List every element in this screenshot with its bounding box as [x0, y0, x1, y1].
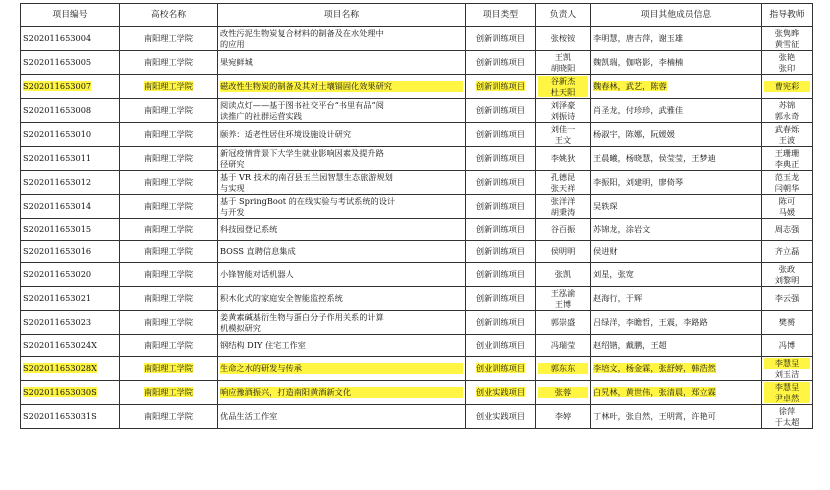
cell-project-type: [466, 311, 536, 335]
leader-name: 张洋洋: [550, 196, 576, 206]
project-name-line: 机模拟研究: [220, 322, 261, 333]
cell-leader: [536, 335, 591, 357]
cell-members: [591, 335, 762, 357]
school-text: 南阳理工学院: [143, 340, 194, 351]
cell-school: [120, 75, 218, 99]
cell-advisor: [762, 335, 813, 357]
cell-project-name: [218, 219, 466, 241]
project-type-text: 创新训练项目: [475, 129, 526, 140]
leader-name: 郭崇盛: [550, 317, 576, 328]
cell-leader: [536, 381, 591, 405]
project-name-line: 钢结构 DIY 住宅工作室: [220, 340, 306, 351]
cell-project-name: [218, 195, 466, 219]
cell-members: [591, 287, 762, 311]
table-row: [21, 311, 813, 335]
members-text: 杨淑宇，陈娜，阮媛媛: [593, 129, 675, 140]
cell-members: [591, 241, 762, 263]
cell-school: [120, 195, 218, 219]
cell-project-id: [21, 241, 120, 263]
school-text: 南阳理工学院: [143, 293, 194, 304]
cell-project-id: [21, 123, 120, 147]
project-id-text: S202011653023: [23, 317, 92, 328]
advisor-name: 周志强: [774, 224, 800, 235]
project-name-line: 积木化式的家庭安全智能监控系统: [220, 293, 343, 304]
project-type-text: 创新训练项目: [475, 81, 526, 92]
project-name-line: 小锋智能对话机器人: [220, 269, 294, 280]
cell-leader: [536, 27, 591, 51]
leader-name: 张蓉: [538, 387, 588, 398]
members-text: 苏锦龙，涂岩文: [593, 224, 651, 235]
members-text: 吕绿洋，李瞻哲，王震，李路路: [593, 317, 708, 328]
table-row: [21, 123, 813, 147]
advisor-name: 张隽晔: [774, 28, 800, 38]
members-text: 魏春林，武艺，陈蓉: [593, 81, 667, 92]
project-name-line: 响应豫酒振兴，打造南阳黄酒新文化: [220, 387, 463, 398]
cell-leader: [536, 99, 591, 123]
members-text: 魏凯瑞，伽咯影，李楠楠: [593, 57, 684, 68]
cell-members: [591, 405, 762, 429]
cell-school: [120, 381, 218, 405]
header-school: 高校名称: [120, 4, 218, 27]
project-name-line: 颐养：适老性居住环境设施设计研究: [220, 129, 352, 140]
cell-project-name: [218, 123, 466, 147]
cell-project-type: [466, 287, 536, 311]
cell-project-name: [218, 51, 466, 75]
cell-advisor: [762, 51, 813, 75]
school-text: 南阳理工学院: [143, 411, 194, 422]
advisor-name: 于太超: [774, 416, 800, 427]
advisor-name: 尹卓然: [764, 393, 810, 404]
cell-project-id: [21, 147, 120, 171]
school-text: 南阳理工学院: [143, 224, 194, 235]
advisor-name: 张艳: [778, 52, 796, 62]
leader-name: 谷百振: [550, 224, 576, 235]
cell-project-name: [218, 171, 466, 195]
cell-members: [591, 195, 762, 219]
cell-advisor: [762, 171, 813, 195]
leader-name: 张天祥: [550, 182, 576, 193]
members-text: 刘星，张宽: [593, 269, 634, 280]
cell-members: [591, 51, 762, 75]
cell-project-type: [466, 405, 536, 429]
cell-project-id: [21, 357, 120, 381]
project-name-line: 新冠疫情背景下大学生就业影响因素及提升路: [220, 148, 384, 158]
cell-members: [591, 171, 762, 195]
cell-leader: [536, 287, 591, 311]
cell-advisor: [762, 27, 813, 51]
cell-leader: [536, 219, 591, 241]
project-name-line: 径研究: [220, 158, 245, 169]
cell-advisor: [762, 195, 813, 219]
advisor-name: 张政: [778, 264, 796, 274]
cell-advisor: [762, 381, 813, 405]
cell-project-name: [218, 287, 466, 311]
cell-project-id: [21, 195, 120, 219]
project-type-text: 创新训练项目: [475, 224, 526, 235]
project-type-text: 创业训练项目: [475, 340, 526, 351]
table-row: [21, 241, 813, 263]
members-text: 李明慧，唐吉萍，谢玉雄: [593, 33, 684, 44]
project-type-text: 创新训练项目: [475, 317, 526, 328]
project-type-text: 创新训练项目: [475, 33, 526, 44]
school-text: 南阳理工学院: [143, 129, 194, 140]
leader-name: 王文: [554, 134, 572, 145]
cell-members: [591, 381, 762, 405]
project-name-line: 改性污泥生物炭复合材料的制备及在水处理中: [220, 28, 384, 38]
leader-name: 刘泽豪: [550, 100, 576, 110]
project-name-line: 生命之水的研发与传承: [220, 363, 463, 374]
leader-name: 李婷: [554, 411, 572, 422]
cell-members: [591, 147, 762, 171]
project-id-text: S202011653015: [23, 224, 92, 235]
cell-leader: [536, 195, 591, 219]
project-type-text: 创新训练项目: [475, 177, 526, 188]
members-text: 丁林叶，张自然，王明霄，许艳可: [593, 411, 716, 422]
cell-project-name: [218, 405, 466, 429]
cell-members: [591, 75, 762, 99]
cell-leader: [536, 75, 591, 99]
project-name-line: 与实现: [220, 182, 245, 193]
cell-leader: [536, 311, 591, 335]
cell-school: [120, 147, 218, 171]
project-type-text: 创新训练项目: [475, 246, 526, 257]
project-name-line: 基于 VR 技术的南召县玉兰园智慧生态旅游规划: [220, 172, 393, 182]
cell-project-name: [218, 75, 466, 99]
cell-project-type: [466, 171, 536, 195]
cell-advisor: [762, 405, 813, 429]
project-type-text: 创新训练项目: [475, 105, 526, 116]
cell-project-id: [21, 311, 120, 335]
advisor-name: 王珊珊: [774, 148, 800, 158]
table-row: [21, 147, 813, 171]
advisor-name: 马媛: [778, 206, 796, 217]
cell-advisor: [762, 357, 813, 381]
cell-project-id: [21, 287, 120, 311]
leader-name: 胡秉涛: [550, 206, 576, 217]
header-project-type: 项目类型: [466, 4, 536, 27]
cell-project-name: [218, 381, 466, 405]
table-row: [21, 335, 813, 357]
cell-advisor: [762, 99, 813, 123]
cell-school: [120, 27, 218, 51]
header-project-name: 项目名称: [218, 4, 466, 27]
cell-members: [591, 311, 762, 335]
table-body: [21, 27, 813, 429]
cell-project-id: [21, 75, 120, 99]
leader-name: 刘佳一: [550, 124, 576, 134]
table-row: [21, 219, 813, 241]
leader-name: 杜天阳: [538, 87, 588, 98]
cell-leader: [536, 405, 591, 429]
advisor-name: 武春烁: [774, 124, 800, 134]
cell-project-type: [466, 219, 536, 241]
cell-members: [591, 357, 762, 381]
school-text: 南阳理工学院: [143, 387, 194, 398]
advisor-name: 苏锦: [778, 100, 796, 110]
cell-project-id: [21, 171, 120, 195]
leader-name: 谷新杰: [538, 76, 588, 87]
cell-project-name: [218, 27, 466, 51]
project-name-line: 读推广的社群运营实践: [220, 110, 302, 121]
cell-advisor: [762, 219, 813, 241]
cell-project-name: [218, 147, 466, 171]
cell-project-type: [466, 241, 536, 263]
header-project-id: 项目编号: [21, 4, 120, 27]
cell-project-type: [466, 27, 536, 51]
table-row: [21, 171, 813, 195]
project-type-text: 创新训练项目: [475, 153, 526, 164]
table-row: [21, 51, 813, 75]
cell-project-id: [21, 51, 120, 75]
leader-name: 胡晓阳: [550, 62, 576, 73]
cell-school: [120, 123, 218, 147]
table-row: [21, 27, 813, 51]
project-id-text: S202011653020: [23, 269, 92, 280]
project-id-text: S202011653024X: [23, 340, 97, 351]
advisor-name: 樊赟: [778, 317, 796, 328]
cell-school: [120, 51, 218, 75]
cell-school: [120, 287, 218, 311]
leader-name: 王凯: [554, 52, 572, 62]
project-name-line: 阅读点灯——基于图书社交平台“书里有品”阅: [220, 100, 384, 110]
project-name-line: 姜黄素碱基衍生物与蛋白分子作用关系的计算: [220, 312, 384, 322]
project-type-text: 创新训练项目: [475, 269, 526, 280]
cell-project-type: [466, 195, 536, 219]
school-text: 南阳理工学院: [143, 317, 194, 328]
advisor-name: 张印: [778, 62, 796, 73]
cell-project-type: [466, 123, 536, 147]
table-header-row: [21, 4, 813, 27]
cell-advisor: [762, 123, 813, 147]
projects-table: [20, 3, 813, 429]
project-type-text: 创新训练项目: [475, 201, 526, 212]
leader-name: 张桉铵: [550, 33, 576, 44]
advisor-name: 刘玉洁: [774, 368, 800, 379]
project-id-text: S202011653008: [23, 105, 92, 116]
leader-name: 侯明明: [550, 246, 576, 257]
project-name-line: 的应用: [220, 38, 245, 49]
cell-project-type: [466, 75, 536, 99]
members-text: 肖圣龙，付珍珍，武雅佳: [593, 105, 684, 116]
cell-school: [120, 219, 218, 241]
project-name-line: BOSS 直聘信息集成: [220, 246, 296, 257]
members-text: 侯进财: [593, 246, 618, 257]
cell-leader: [536, 123, 591, 147]
cell-project-type: [466, 263, 536, 287]
cell-project-id: [21, 381, 120, 405]
leader-name: 王泓渝: [550, 288, 576, 298]
cell-project-type: [466, 381, 536, 405]
leader-name: 王博: [554, 298, 572, 309]
cell-members: [591, 219, 762, 241]
project-id-text: S202011653030S: [23, 387, 97, 398]
leader-name: 冯瑞莹: [550, 340, 576, 351]
table-row: [21, 357, 813, 381]
cell-school: [120, 241, 218, 263]
cell-project-id: [21, 405, 120, 429]
advisor-name: 李云强: [774, 293, 800, 304]
cell-members: [591, 27, 762, 51]
advisor-name: 李典正: [774, 158, 800, 169]
school-text: 南阳理工学院: [143, 269, 194, 280]
header-members: 项目其他成员信息: [591, 4, 762, 27]
school-text: 南阳理工学院: [143, 57, 194, 68]
project-type-text: 创新训练项目: [475, 293, 526, 304]
cell-advisor: [762, 311, 813, 335]
leader-name: 李姚狄: [550, 153, 576, 164]
cell-advisor: [762, 263, 813, 287]
cell-school: [120, 171, 218, 195]
cell-leader: [536, 241, 591, 263]
cell-school: [120, 335, 218, 357]
school-text: 南阳理工学院: [143, 33, 194, 44]
cell-members: [591, 123, 762, 147]
cell-project-id: [21, 335, 120, 357]
cell-advisor: [762, 75, 813, 99]
leader-name: 张凯: [554, 269, 572, 280]
members-text: 王晨曦，杨晓慧，侯莹莹，王梦迪: [593, 153, 716, 164]
table-row: [21, 99, 813, 123]
project-id-text: S202011653012: [23, 177, 92, 188]
cell-leader: [536, 51, 591, 75]
advisor-name: 李慧呈: [764, 382, 810, 393]
cell-project-name: [218, 335, 466, 357]
advisor-name: 范玉龙: [774, 172, 800, 182]
project-type-text: 创业实践项目: [475, 411, 526, 422]
project-name-line: 磁改性生物炭的制备及其对土壤镉固化效果研究: [220, 81, 463, 92]
cell-project-type: [466, 51, 536, 75]
members-text: 李培文，杨金霖，张舒婷，韩浩然: [593, 363, 716, 374]
cell-leader: [536, 171, 591, 195]
cell-leader: [536, 357, 591, 381]
project-id-text: S202011653014: [23, 201, 92, 212]
cell-school: [120, 357, 218, 381]
school-text: 南阳理工学院: [143, 177, 194, 188]
advisor-name: 徐萍: [778, 406, 796, 416]
project-id-text: S202011653021: [23, 293, 92, 304]
project-name-line: 基于 SpringBoot 的在线实验与考试系统的设计: [220, 196, 396, 206]
project-id-text: S202011653010: [23, 129, 92, 140]
school-text: 南阳理工学院: [143, 201, 194, 212]
table-row: [21, 75, 813, 99]
project-name-line: 与开发: [220, 206, 245, 217]
cell-project-name: [218, 311, 466, 335]
cell-school: [120, 405, 218, 429]
members-text: 赵海行，于辉: [593, 293, 643, 304]
table-row: [21, 405, 813, 429]
advisor-name: 冯博: [778, 340, 796, 351]
advisor-name: 刘黎明: [774, 274, 800, 285]
cell-project-type: [466, 147, 536, 171]
school-text: 南阳理工学院: [143, 153, 194, 164]
leader-name: 刘振诗: [550, 110, 576, 121]
project-type-text: 创新训练项目: [475, 57, 526, 68]
project-id-text: S202011653016: [23, 246, 92, 257]
advisor-name: 李慧呈: [764, 358, 810, 369]
advisor-name: 郭永奇: [774, 110, 800, 121]
cell-project-id: [21, 27, 120, 51]
advisor-name: 陈可: [778, 196, 796, 206]
cell-project-type: [466, 99, 536, 123]
table-row: [21, 381, 813, 405]
cell-advisor: [762, 147, 813, 171]
project-type-text: 创业训练项目: [475, 363, 526, 374]
cell-project-name: [218, 357, 466, 381]
cell-project-name: [218, 241, 466, 263]
table-row: [21, 287, 813, 311]
cell-members: [591, 263, 762, 287]
table-row: [21, 195, 813, 219]
cell-project-id: [21, 99, 120, 123]
project-id-text: S202011653004: [23, 33, 92, 44]
project-id-text: S202011653028X: [23, 363, 97, 374]
school-text: 南阳理工学院: [143, 81, 194, 92]
project-name-line: 优品生活工作室: [220, 411, 278, 422]
project-id-text: S202011653007: [23, 81, 92, 92]
advisor-name: 闫朝华: [774, 182, 800, 193]
project-id-text: S202011653011: [23, 153, 92, 164]
cell-advisor: [762, 287, 813, 311]
header-leader: 负责人: [536, 4, 591, 27]
cell-school: [120, 99, 218, 123]
leader-name: 郭东东: [538, 363, 588, 374]
cell-project-name: [218, 99, 466, 123]
cell-project-type: [466, 357, 536, 381]
advisor-name: 王波: [778, 134, 796, 145]
members-text: 白旯林，黄世伟，张清晨，郑立霖: [593, 387, 716, 398]
project-id-text: S202011653005: [23, 57, 92, 68]
cell-leader: [536, 147, 591, 171]
members-text: 李振阳，刘建明，廖倚琴: [593, 177, 684, 188]
cell-school: [120, 263, 218, 287]
school-text: 南阳理工学院: [143, 363, 194, 374]
cell-project-type: [466, 335, 536, 357]
project-type-text: 创业实践项目: [475, 387, 526, 398]
cell-members: [591, 99, 762, 123]
members-text: 赵绍锴，戴鹏，王超: [593, 340, 667, 351]
members-text: 吴轶琛: [593, 201, 618, 212]
cell-school: [120, 311, 218, 335]
cell-project-id: [21, 263, 120, 287]
advisor-name: 齐立磊: [774, 246, 800, 257]
header-advisor: 指导教师: [762, 4, 813, 27]
advisor-name: 曹宪彩: [764, 81, 810, 92]
advisor-name: 黄雪征: [774, 38, 800, 49]
leader-name: 孔德昆: [550, 172, 576, 182]
school-text: 南阳理工学院: [143, 246, 194, 257]
school-text: 南阳理工学院: [143, 105, 194, 116]
cell-project-name: [218, 263, 466, 287]
cell-leader: [536, 263, 591, 287]
project-id-text: S202011653031S: [23, 411, 97, 422]
project-name-line: 果宛鲜城: [220, 57, 253, 68]
cell-project-id: [21, 219, 120, 241]
cell-advisor: [762, 241, 813, 263]
table-row: [21, 263, 813, 287]
project-name-line: 科技园登记系统: [220, 224, 278, 235]
